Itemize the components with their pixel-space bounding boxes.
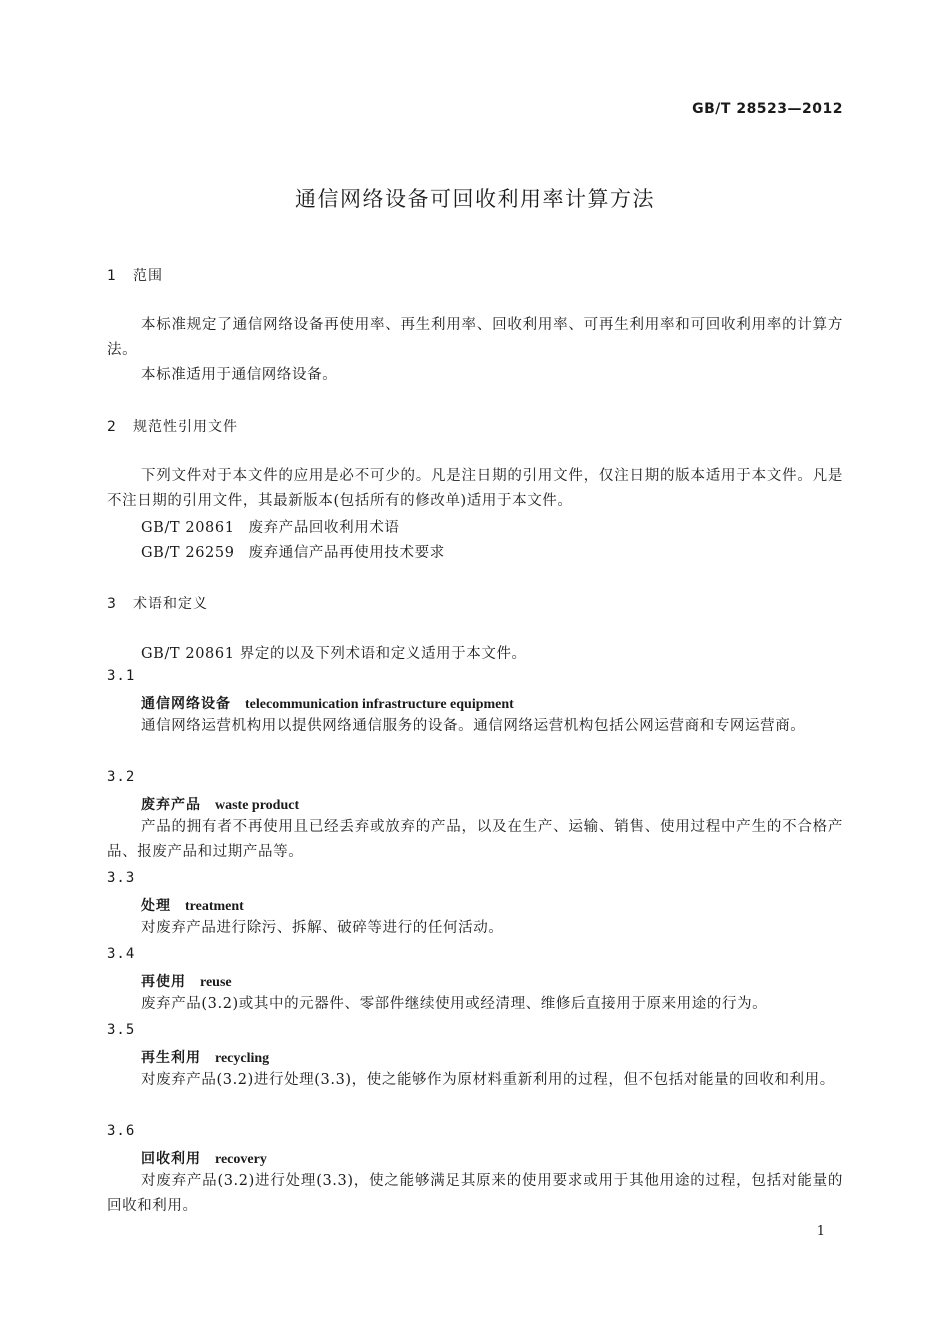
page-number: 1 bbox=[816, 1224, 825, 1239]
term-heading bbox=[141, 1047, 269, 1067]
term-en: waste product bbox=[215, 798, 300, 813]
section-title: 规范性引用文件 bbox=[133, 419, 238, 435]
term-en: treatment bbox=[185, 899, 244, 914]
term-definition: 产品的拥有者不再使用且已经丢弃或放弃的产品，以及在生产、运输、销售、使用过程中产生的不合格产品、报废产品和过期产品等。 bbox=[107, 819, 843, 860]
reference-title: 废弃产品回收利用术语 bbox=[248, 520, 400, 536]
term-en: telecommunication infrastructure equipment bbox=[245, 697, 514, 712]
term-zh: 再生利用 bbox=[141, 1050, 201, 1066]
section-heading-scope bbox=[107, 265, 163, 285]
term-heading bbox=[141, 794, 299, 814]
term-heading bbox=[141, 895, 244, 915]
scope-paragraph: 本标准规定了通信网络设备再使用率、再生利用率、回收利用率、可再生利用率和可回收利用率的计算方法。 bbox=[107, 317, 843, 358]
references-paragraph: 下列文件对于本文件的应用是必不可少的。凡是注日期的引用文件，仅注日期的版本适用于本文件。凡是不注日期的引用文件，其最新版本(包括所有的修改单)适用于本文件。 bbox=[107, 468, 843, 509]
term-zh: 处理 bbox=[141, 898, 171, 914]
term-heading bbox=[141, 1148, 267, 1168]
term-zh: 废弃产品 bbox=[141, 797, 201, 813]
term-zh: 再使用 bbox=[141, 974, 186, 990]
section-title: 范围 bbox=[133, 268, 163, 284]
reference-item bbox=[141, 516, 400, 537]
term-definition: 对废弃产品(3.2)进行处理(3.3)，使之能够满足其原来的使用要求或用于其他用途的过程，包括对能量的回收和利用。 bbox=[107, 1173, 843, 1214]
section-number: 3 bbox=[107, 596, 117, 612]
clause-number: 3.2 bbox=[107, 769, 136, 785]
clause-number: 3.5 bbox=[107, 1022, 136, 1038]
reference-item bbox=[141, 541, 445, 562]
scope-applicability-paragraph: 本标准适用于通信网络设备。 bbox=[141, 367, 338, 383]
term-heading bbox=[141, 693, 514, 713]
terms-intro: GB/T 20861 界定的以及下列术语和定义适用于本文件。 bbox=[141, 646, 527, 662]
clause-number: 3.4 bbox=[107, 946, 136, 962]
section-title: 术语和定义 bbox=[133, 596, 208, 612]
clause-number: 3.6 bbox=[107, 1123, 136, 1139]
reference-code: GB/T 20861 bbox=[141, 520, 235, 536]
clause-number: 3.1 bbox=[107, 668, 136, 684]
term-definition: 对废弃产品(3.2)进行处理(3.3)，使之能够作为原材料重新利用的过程，但不包括对能量的回收和利用。 bbox=[141, 1072, 835, 1088]
section-number: 2 bbox=[107, 419, 117, 435]
term-en: recovery bbox=[215, 1152, 267, 1167]
term-en: reuse bbox=[200, 975, 232, 990]
reference-code: GB/T 26259 bbox=[141, 545, 235, 561]
document-title: 通信网络设备可回收利用率计算方法 bbox=[295, 187, 655, 211]
clause-number: 3.3 bbox=[107, 870, 136, 886]
section-number: 1 bbox=[107, 268, 117, 284]
standard-number: GB/T 28523—2012 bbox=[692, 101, 843, 117]
term-heading bbox=[141, 971, 232, 991]
section-heading-terms-definitions bbox=[107, 593, 208, 613]
reference-title: 废弃通信产品再使用技术要求 bbox=[248, 545, 445, 561]
term-definition: 废弃产品(3.2)或其中的元器件、零部件继续使用或经清理、维修后直接用于原来用途的行为。 bbox=[141, 996, 768, 1012]
term-zh: 回收利用 bbox=[141, 1151, 201, 1167]
term-zh: 通信网络设备 bbox=[141, 696, 231, 712]
section-heading-normative-references bbox=[107, 416, 238, 436]
term-definition: 通信网络运营机构用以提供网络通信服务的设备。通信网络运营机构包括公网运营商和专网运营商。 bbox=[141, 718, 806, 734]
term-definition: 对废弃产品进行除污、拆解、破碎等进行的任何活动。 bbox=[141, 920, 504, 936]
term-en: recycling bbox=[215, 1051, 270, 1066]
